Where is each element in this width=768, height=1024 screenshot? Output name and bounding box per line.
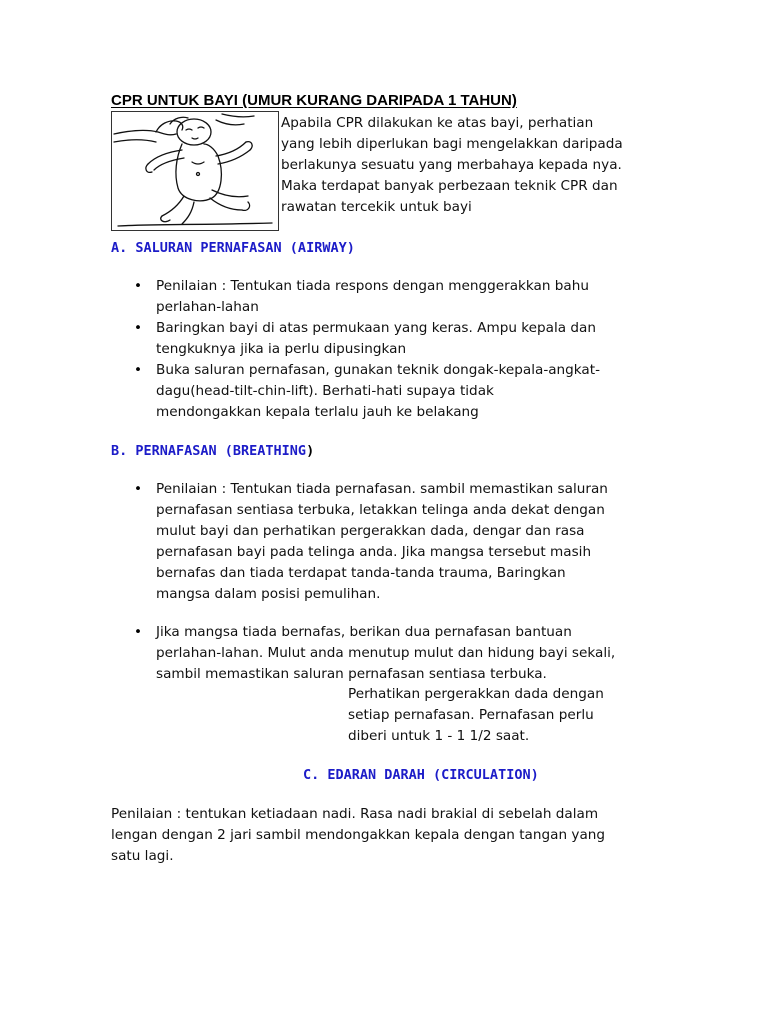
list-item: [134, 479, 634, 605]
bullet-line: pernafasan bayi pada telinga anda. Jika mangsa tersebut masih: [156, 544, 592, 560]
paragraph-line: lengan dengan 2 jari sambil mendongakkan kepala dengan tangan yang: [111, 827, 606, 843]
paragraph-line: satu lagi.: [111, 848, 174, 864]
breathing-note: [348, 684, 604, 747]
page-title: CPR UNTUK BAYI (UMUR KURANG DARIPADA 1 TAHUN): [111, 92, 517, 109]
bullet-line: • Penilaian : Tentukan tiada respons dengan menggerakkan bahu: [156, 278, 589, 294]
bullet-line: mulut bayi dan perhatikan pergerakkan dada, dengar dan rasa: [156, 523, 585, 539]
bullet-line: tengkuknya jika ia perlu dipusingkan: [156, 341, 407, 357]
list-item: [134, 360, 634, 423]
breathing-bullet-list: [134, 479, 634, 605]
paragraph-line: Penilaian : tentukan ketiadaan nadi. Rasa nadi brakial di sebelah dalam: [111, 806, 599, 822]
section-heading-circulation: C. EDARAN DARAH (CIRCULATION): [303, 767, 539, 783]
bullet-line: mendongakkan kepala terlalu jauh ke belakang: [156, 404, 479, 420]
intro-line: yang lebih diperlukan bagi mengelakkan daripada: [281, 136, 623, 152]
intro-line: Maka terdapat banyak perbezaan teknik CPR dan: [281, 178, 618, 194]
list-item: [134, 622, 634, 685]
bullet-line: dagu(head-tilt-chin-lift). Berhati-hati supaya tidak: [156, 383, 494, 399]
bullet-line: • Penilaian : Tentukan tiada pernafasan. sambil memastikan saluran: [156, 481, 608, 497]
note-line: Perhatikan pergerakkan dada dengan: [348, 686, 604, 702]
intro-line: Apabila CPR dilakukan ke atas bayi, perhatian: [281, 115, 594, 131]
bullet-line: perlahan-lahan. Mulut anda menutup mulut dan hidung bayi sekali,: [156, 645, 616, 661]
bullet-line: • Buka saluran pernafasan, gunakan teknik dongak-kepala-angkat-: [156, 362, 600, 378]
note-line: setiap pernafasan. Pernafasan perlu: [348, 707, 594, 723]
bullet-line: bernafas dan tiada terdapat tanda-tanda trauma, Baringkan: [156, 565, 566, 581]
bullet-line: perlahan-lahan: [156, 299, 259, 315]
bullet-line: • Baringkan bayi di atas permukaan yang keras. Ampu kepala dan: [156, 320, 596, 336]
list-item: [134, 318, 634, 360]
airway-bullet-list: [134, 276, 634, 423]
bullet-line: sambil memastikan saluran pernafasan sentiasa terbuka.: [156, 666, 547, 682]
list-item: [134, 276, 634, 318]
section-heading-airway: A. SALURAN PERNAFASAN (AIRWAY): [111, 240, 355, 256]
intro-paragraph: [281, 113, 631, 218]
bullet-line: mangsa dalam posisi pemulihan.: [156, 586, 381, 602]
section-heading-breathing: [111, 441, 314, 461]
breathing-bullet-list-2: [134, 622, 634, 685]
bullet-line: • Jika mangsa tiada bernafas, berikan dua pernafasan bantuan: [156, 624, 572, 640]
intro-line: berlakunya sesuatu yang merbahaya kepada nya.: [281, 157, 622, 173]
section-heading-breathing-text: B. PERNAFASAN (BREATHING: [111, 443, 307, 459]
bullet-line: pernafasan sentiasa terbuka, letakkan telinga anda dekat dengan: [156, 502, 605, 518]
infant-cpr-illustration-icon: [111, 111, 279, 231]
section-heading-breathing-tail: ): [306, 443, 315, 459]
note-line: diberi untuk 1 - 1 1/2 saat.: [348, 728, 530, 744]
intro-line: rawatan tercekik untuk bayi: [281, 199, 472, 215]
circulation-paragraph: [111, 804, 605, 867]
